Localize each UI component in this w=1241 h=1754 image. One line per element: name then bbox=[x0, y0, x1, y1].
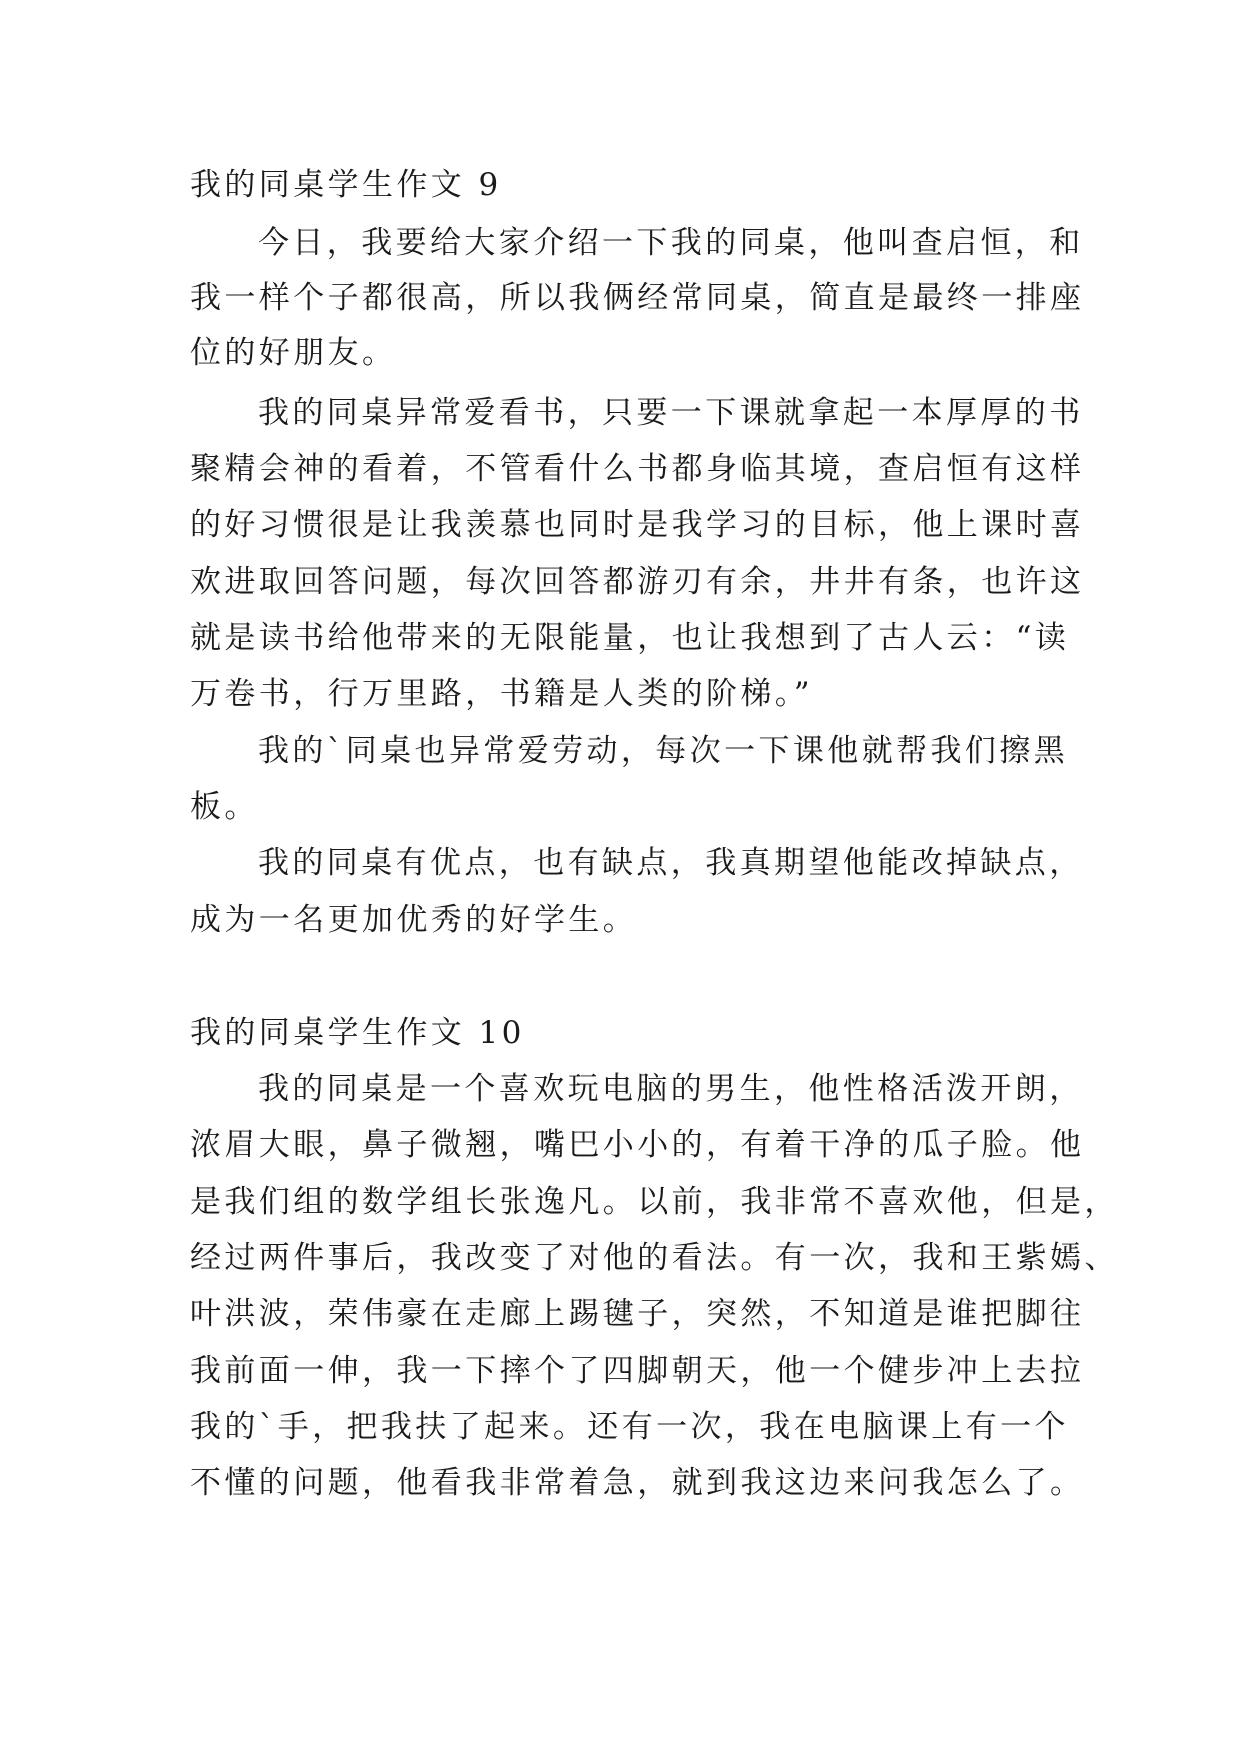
essay-10-line: 我前面一伸，我一下摔个了四脚朝天，他一个健步冲上去拉 bbox=[190, 1353, 1085, 1389]
essay-9-line: 我的同桌异常爱看书，只要一下课就拿起一本厚厚的书 bbox=[258, 395, 1084, 431]
essay-9-line: 就是读书给他带来的无限能量，也让我想到了古人云：“读 bbox=[190, 620, 1070, 656]
essay-10-line: 我的同桌是一个喜欢玩电脑的男生，他性格活泼开朗， bbox=[258, 1071, 1084, 1107]
essay-10-line: 浓眉大眼，鼻子微翘，嘴巴小小的，有着干净的瓜子脸。他 bbox=[190, 1127, 1085, 1163]
essay-9-line: 今日，我要给大家介绍一下我的同桌，他叫查启恒，和 bbox=[258, 225, 1084, 261]
essay-9-line: 聚精会神的看着，不管看什么书都身临其境，查启恒有这样 bbox=[190, 451, 1085, 487]
essay-9-line: 我的`同桌也异常爱劳动，每次一下课他就帮我们擦黑 bbox=[258, 733, 1069, 769]
essay-9-line: 位的好朋友。 bbox=[190, 335, 397, 371]
essay-9-line: 的好习惯很是让我羡慕也同时是我学习的目标，他上课时喜 bbox=[190, 507, 1085, 543]
essay-10-line: 叶洪波，荣伟豪在走廊上踢毽子，突然，不知道是谁把脚往 bbox=[190, 1296, 1085, 1332]
essay-10-line: 是我们组的数学组长张逸凡。以前，我非常不喜欢他，但是， bbox=[190, 1184, 1119, 1220]
essay-10-line: 不懂的问题，他看我非常着急，就到我这边来问我怎么了。 bbox=[190, 1465, 1085, 1501]
essay-9-line: 成为一名更加优秀的好学生。 bbox=[190, 902, 638, 938]
essay-9-line: 板。 bbox=[190, 789, 259, 825]
essay-10-title: 我的同桌学生作文 10 bbox=[190, 1015, 525, 1051]
essay-9-line: 我的同桌有优点，也有缺点，我真期望他能改掉缺点， bbox=[258, 845, 1084, 881]
essay-9-line: 万卷书，行万里路，书籍是人类的阶梯。” bbox=[190, 676, 813, 712]
essay-9-line: 我一样个子都很高，所以我俩经常同桌，简直是最终一排座 bbox=[190, 280, 1085, 316]
essay-9-line: 欢进取回答问题，每次回答都游刃有余，井井有条，也许这 bbox=[190, 564, 1085, 600]
essay-9-title: 我的同桌学生作文 9 bbox=[190, 167, 502, 203]
essay-10-line: 我的`手，把我扶了起来。还有一次，我在电脑课上有一个 bbox=[190, 1409, 1069, 1445]
essay-10-line: 经过两件事后，我改变了对他的看法。有一次，我和王紫嫣、 bbox=[190, 1240, 1119, 1276]
